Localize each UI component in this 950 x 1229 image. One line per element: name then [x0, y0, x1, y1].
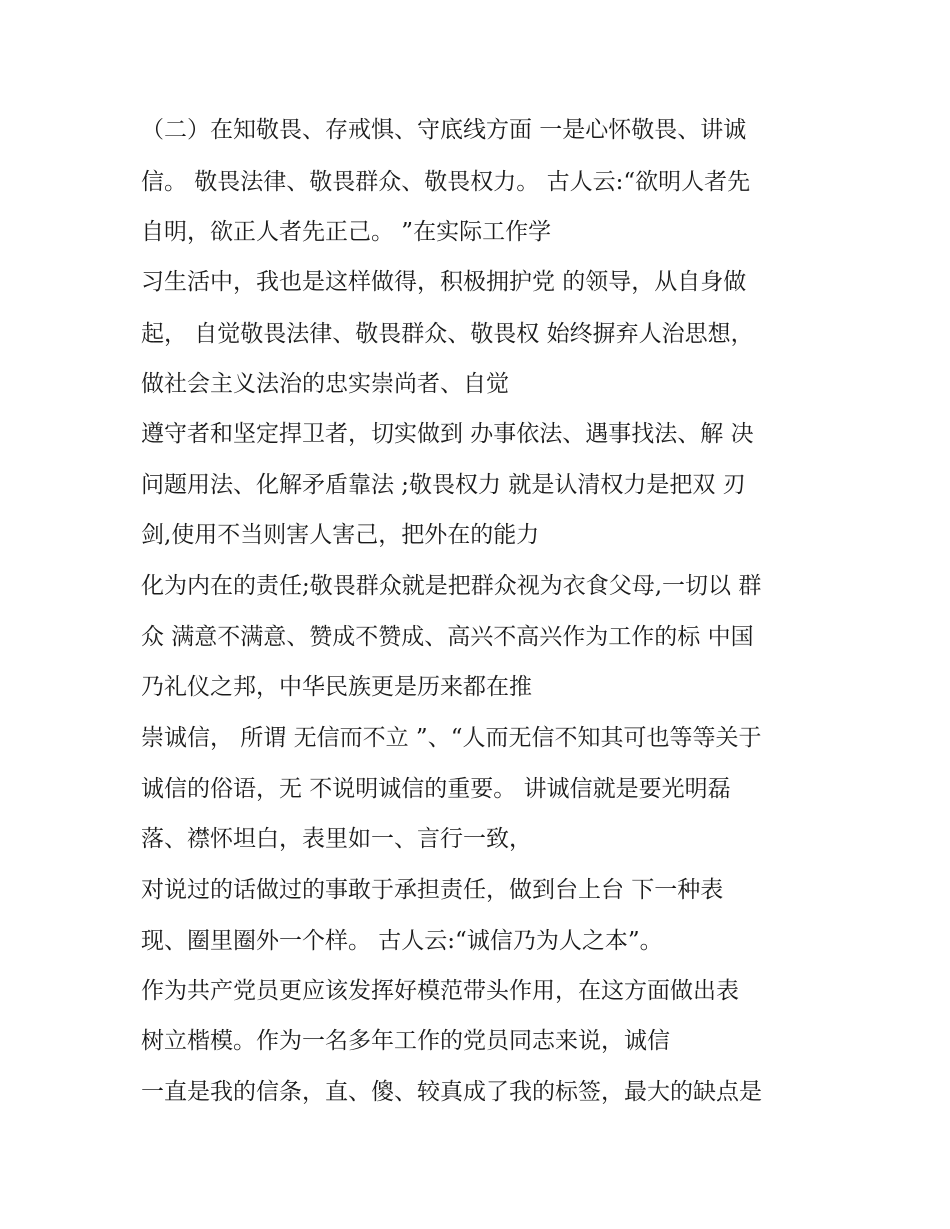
text-line: 作为共产党员更应该发挥好模范带头作用，在这方面做出表 [141, 978, 739, 1004]
text-line: 现、圈里圈外一个样。 古人云:“诚信乃为人之本”。 [141, 928, 663, 954]
text-line: 树立楷模。作为一名多年工作的党员同志来说，诚信 [141, 1028, 670, 1054]
text-line: 起， 自觉敬畏法律、敬畏群众、敬畏权 始终摒弃人治思想， [141, 321, 754, 347]
text-line: 众 满意不满意、赞成不赞成、高兴不高兴作为工作的标 中国 [141, 624, 754, 650]
text-line: 自明，欲正人者先正己。 ”在实际工作学 [141, 219, 552, 245]
text-line: 对说过的话做过的事敢于承担责任，做到台上台 下一种表 [141, 877, 724, 903]
text-line: 剑,使用不当则害人害己，把外在的能力 [141, 522, 540, 548]
text-line: 乃礼仪之邦，中华民族更是历来都在推 [141, 674, 532, 700]
text-line: 落、襟怀坦白，表里如一、言行一致， [141, 826, 532, 852]
text-line: 化为内在的责任;敬畏群众就是把群众视为衣食父母,一切以 群 [141, 573, 762, 599]
text-line: 习生活中，我也是这样做得，积极拥护党 的领导，从自身做 [141, 269, 747, 295]
text-line: 做社会主义法治的忠实崇尚者、自觉 [141, 371, 509, 397]
text-line: 信。 敬畏法律、敬畏群众、敬畏权力。 古人云:“欲明人者先 [141, 169, 751, 195]
text-line: 一直是我的信条，直、傻、较真成了我的标签，最大的缺点是 [141, 1079, 762, 1105]
text-line: （二）在知敬畏、存戒惧、守底线方面 一是心怀敬畏、讲诚 [141, 117, 747, 143]
text-line: 遵守者和坚定捍卫者，切实做到 办事依法、遇事找法、解 决 [141, 421, 754, 447]
text-line: 崇诚信， 所谓 无信而不立 ”、“人而无信不知其可也等等关于 [141, 725, 762, 751]
text-line: 诚信的俗语，无 不说明诚信的重要。 讲诚信就是要光明磊 [141, 776, 731, 802]
text-line: 问题用法、化解矛盾靠法 ;敬畏权力 就是认清权力是把双 刃 [141, 472, 746, 498]
